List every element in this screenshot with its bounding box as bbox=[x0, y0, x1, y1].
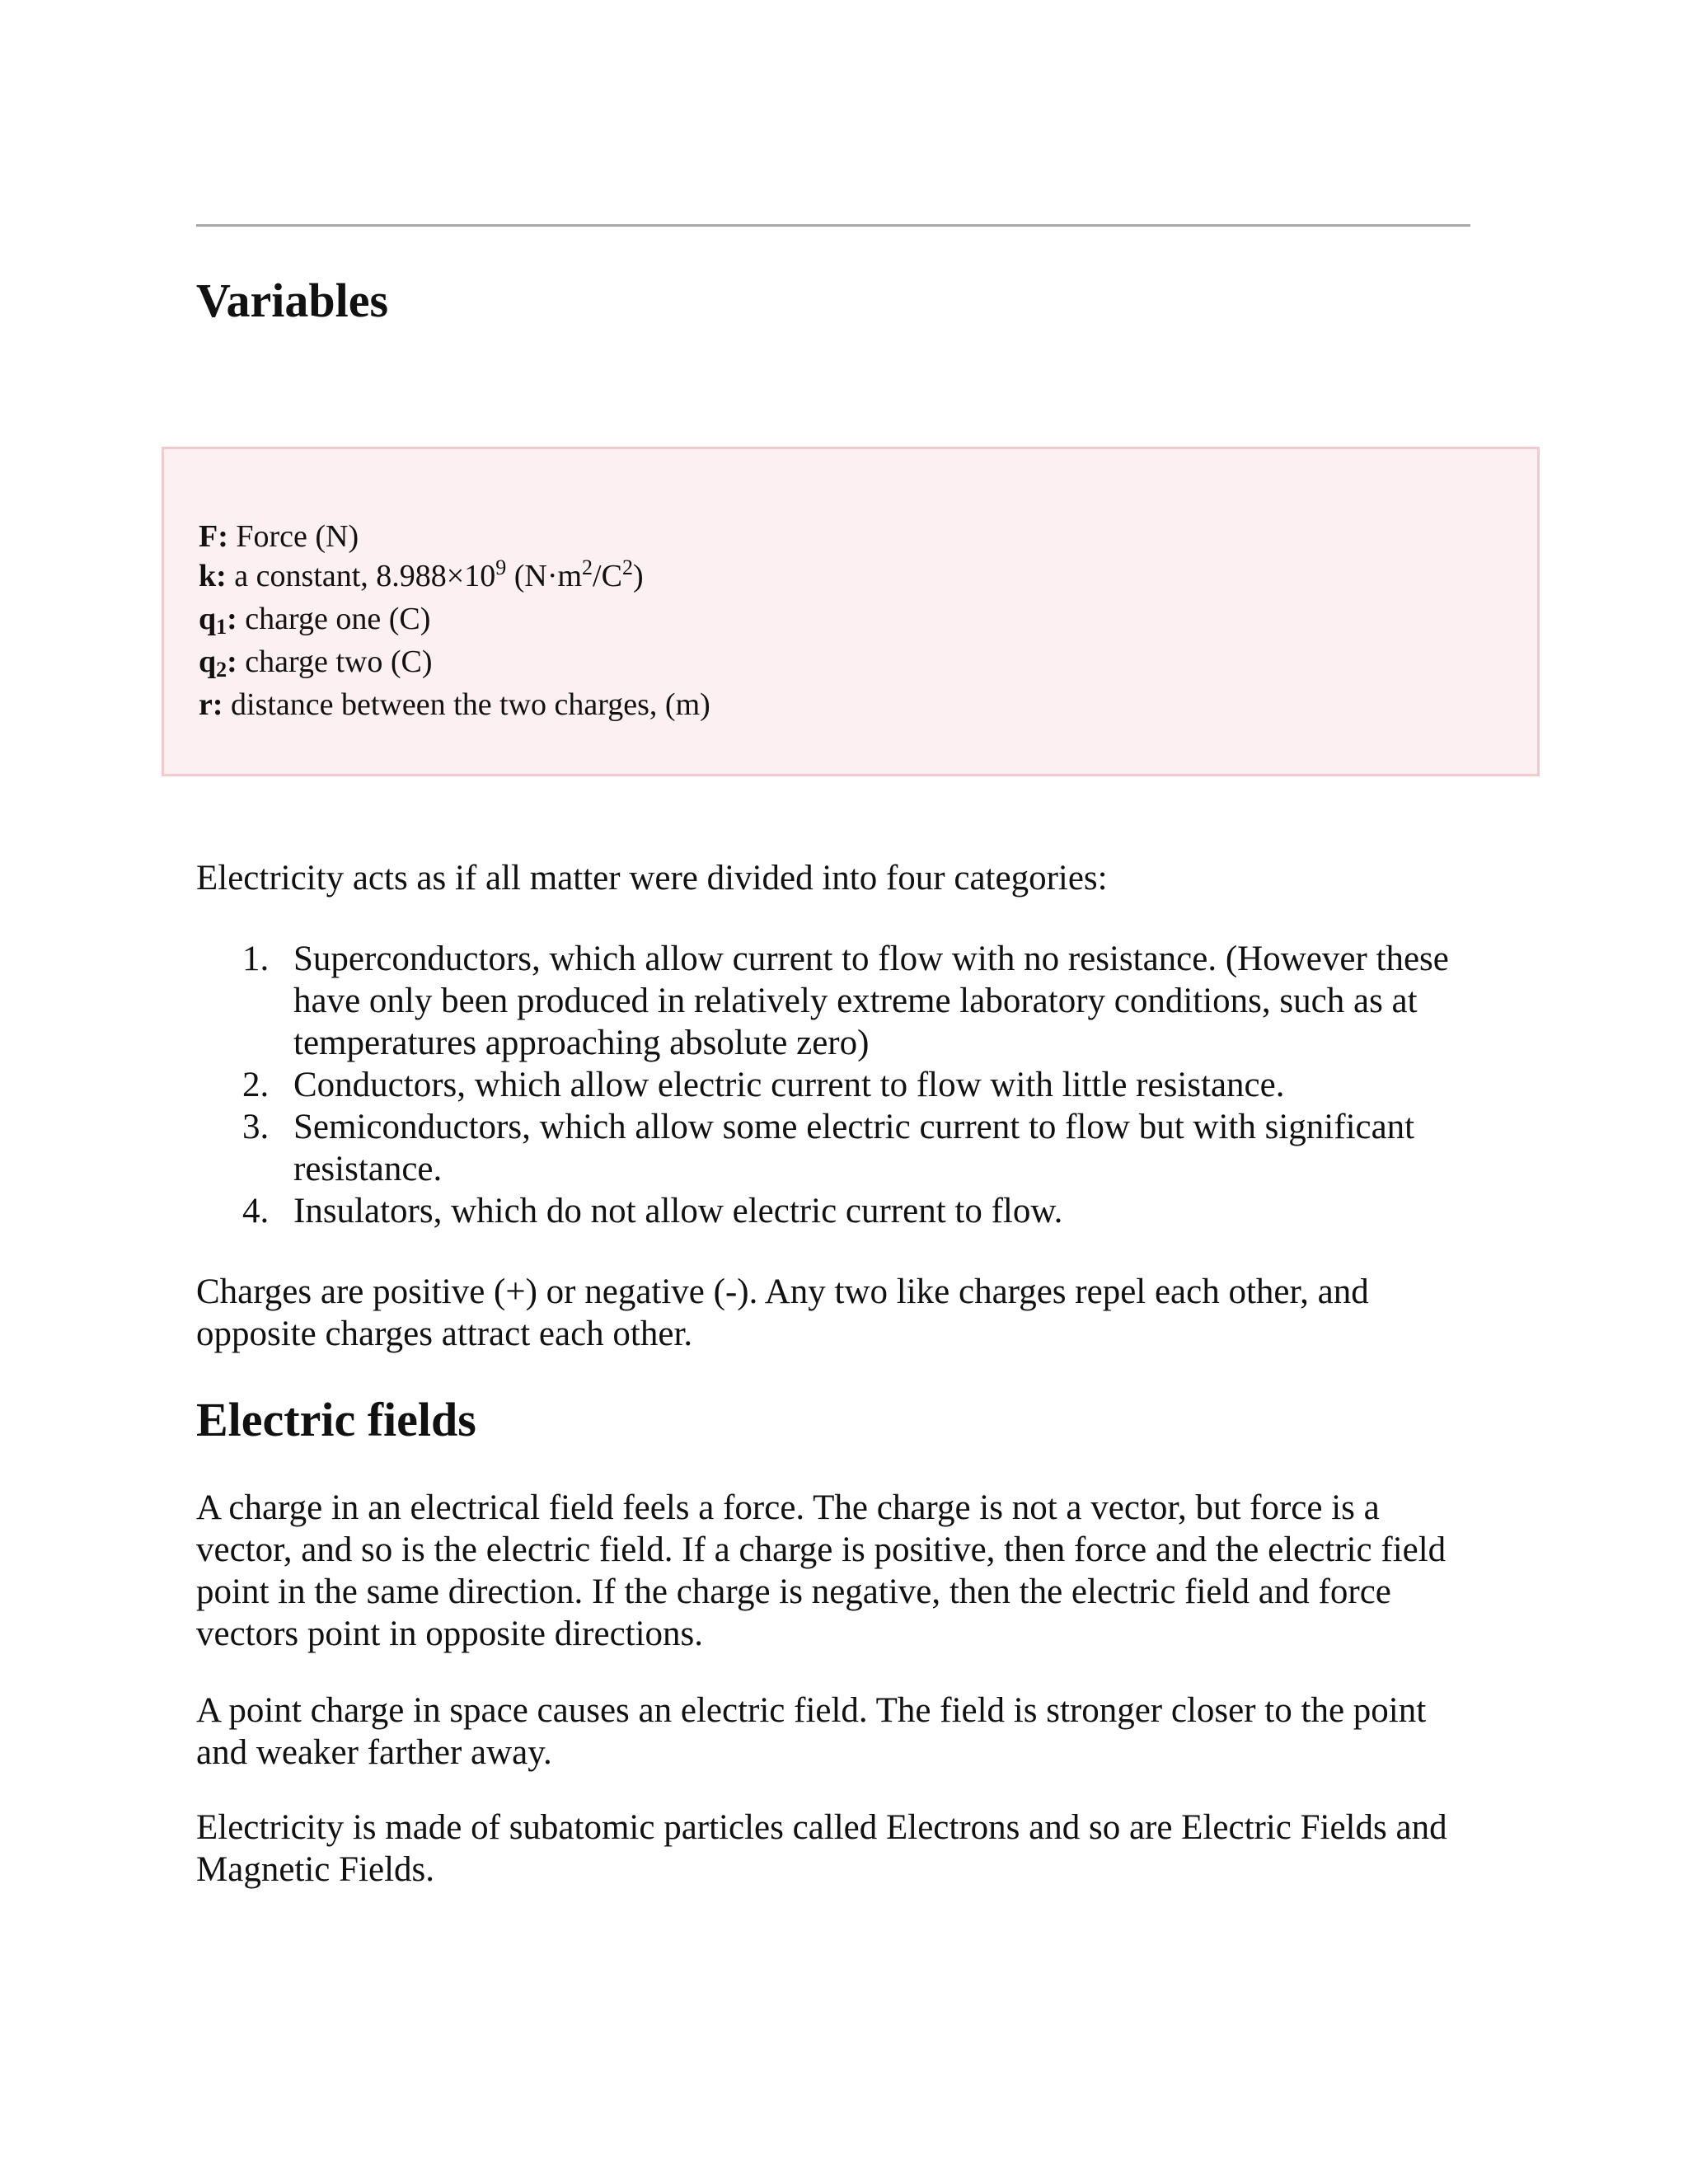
charges-paragraph: Charges are positive (+) or negative (-). Any two like charges repel each other, and opposite charges attract each other. bbox=[196, 1272, 1369, 1353]
subscript: 2 bbox=[216, 658, 227, 682]
list-item-text: Conductors, which allow electric current to flow with little resistance. bbox=[293, 1066, 1285, 1104]
fields-paragraph-3: Electricity is made of subatomic particles called Electrons and so are Electric Fields and Magnetic Fields. bbox=[196, 1808, 1447, 1889]
variable-desc: charge one (C) bbox=[237, 602, 431, 636]
list-number: 1. bbox=[242, 940, 270, 978]
variable-item-f bbox=[199, 517, 710, 556]
intro-paragraph: Electricity acts as if all matter were divided into four categories: bbox=[196, 859, 1108, 898]
variable-item-r bbox=[199, 685, 710, 724]
variable-desc: Force (N) bbox=[227, 519, 359, 554]
variable-desc: a constant, 8.988×10 bbox=[226, 559, 496, 593]
variable-term bbox=[199, 644, 237, 682]
list-number: 3. bbox=[242, 1108, 270, 1146]
exponent: 2 bbox=[621, 555, 633, 579]
variable-term-letter: q bbox=[199, 644, 217, 679]
variable-desc: (N·m bbox=[506, 559, 583, 593]
variable-term: r: bbox=[199, 687, 223, 722]
list-number: 4. bbox=[242, 1192, 270, 1230]
variable-term-letter: q bbox=[199, 602, 217, 636]
variable-term-colon: : bbox=[227, 644, 237, 679]
list-item bbox=[196, 1064, 1482, 1106]
variables-list bbox=[199, 517, 710, 724]
list-item bbox=[196, 938, 1482, 1064]
list-number: 2. bbox=[242, 1066, 270, 1104]
fields-paragraph-2: A point charge in space causes an electric field. The field is stronger closer to the point and weaker farther away. bbox=[196, 1691, 1427, 1772]
heading-variables: Variables bbox=[196, 274, 389, 327]
subscript: 1 bbox=[216, 615, 227, 639]
categories-list bbox=[196, 938, 1482, 1232]
list-item bbox=[196, 1190, 1482, 1232]
list-item bbox=[196, 1106, 1482, 1190]
list-item-text: Superconductors, which allow current to flow with no resistance. (However these have only been produced in relatively extreme laboratory conditions, such as at temperatures approaching absolute zero) bbox=[293, 940, 1449, 1062]
variable-term: F: bbox=[199, 519, 228, 554]
list-item-text: Insulators, which do not allow electric current to flow. bbox=[293, 1192, 1063, 1230]
variable-desc: ) bbox=[632, 559, 644, 593]
variable-item-q2 bbox=[199, 642, 710, 685]
variable-term: k: bbox=[199, 559, 227, 593]
list-item-text: Semiconductors, which allow some electric current to flow but with significant resistance. bbox=[293, 1108, 1415, 1188]
variable-desc: /C bbox=[593, 559, 622, 593]
variable-item-q1 bbox=[199, 599, 710, 642]
heading-electric-fields: Electric fields bbox=[196, 1393, 476, 1446]
variable-desc: charge two (C) bbox=[237, 644, 433, 679]
variables-box bbox=[162, 447, 1540, 776]
variable-term bbox=[199, 602, 237, 639]
variable-desc: distance between the two charges, (m) bbox=[223, 687, 710, 722]
exponent: 9 bbox=[495, 555, 507, 579]
fields-paragraph-1: A charge in an electrical field feels a force. The charge is not a vector, but force is a vector, and so is the electric field. If a charge is positive, then force and the electric field point in the same direction. If the charge is negative, then the electric field and force vectors point in opposite directions. bbox=[196, 1488, 1447, 1653]
exponent: 2 bbox=[582, 555, 593, 579]
horizontal-rule bbox=[196, 224, 1470, 227]
variable-item-k bbox=[199, 556, 710, 599]
variable-term-colon: : bbox=[227, 602, 237, 636]
